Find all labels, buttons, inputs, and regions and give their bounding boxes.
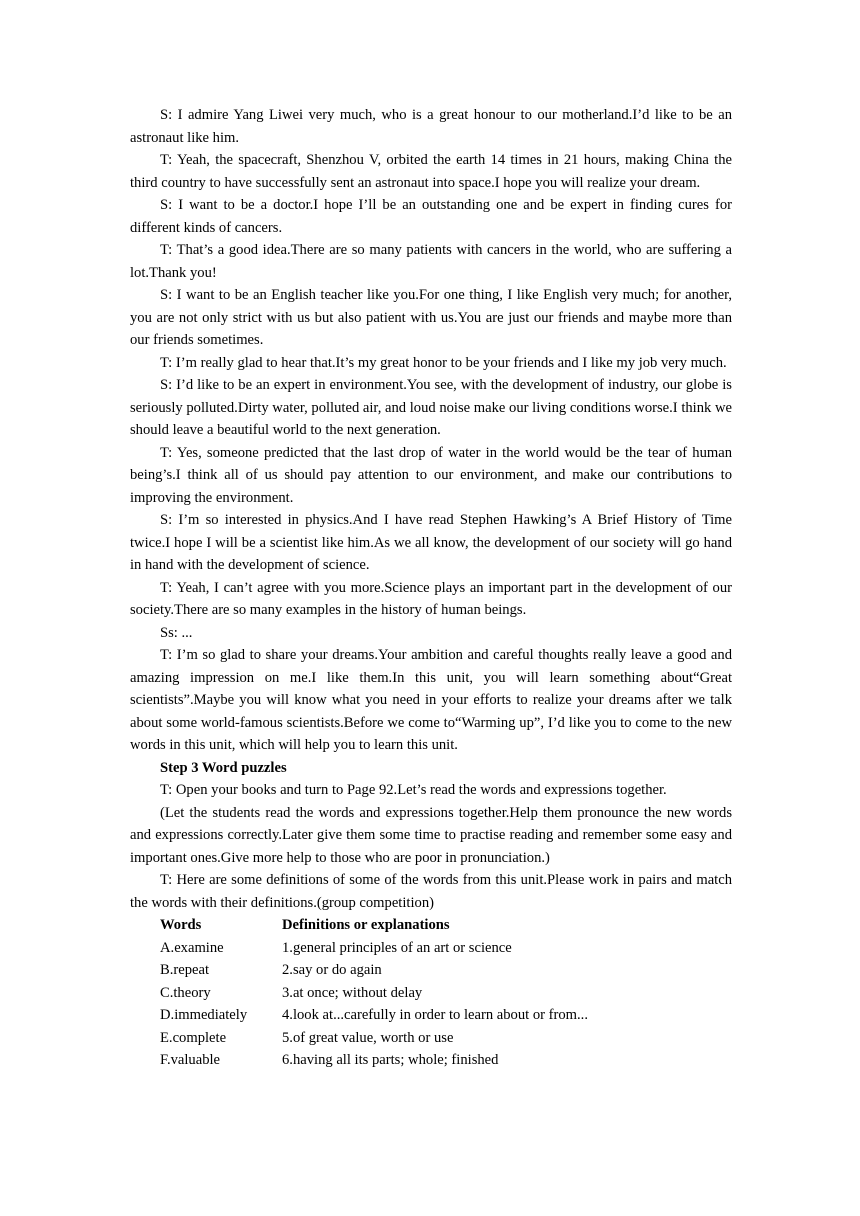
paragraph: S: I want to be a doctor.I hope I’ll be an outstanding one and be expert in finding cures for different kinds of cancers. bbox=[130, 197, 732, 236]
table-row bbox=[160, 1027, 588, 1050]
definition-cell: 5.of great value, worth or use bbox=[282, 1029, 454, 1046]
table-row bbox=[160, 937, 588, 960]
definition-cell: 4.look at...carefully in order to learn about or from... bbox=[282, 1007, 588, 1023]
section-heading: Step 3 Word puzzles bbox=[160, 759, 287, 776]
definition-cell: 3.at once; without delay bbox=[282, 984, 423, 1001]
paragraph: T: Yeah, the spacecraft, Shenzhou V, orbited the earth 14 times in 21 hours, making China the third country to have successfully sent an astronaut into space.I hope you will realize your dream. bbox=[130, 152, 732, 191]
table-header-words: Words bbox=[160, 917, 202, 933]
document-page bbox=[130, 104, 747, 1072]
word-cell: E.complete bbox=[160, 1029, 227, 1046]
paragraph: S: I’d like to be an expert in environment.You see, with the development of industry, our globe is seriously polluted.Dirty water, polluted air, and loud noise make our living conditions worse.I think we should leave a beautiful world to the next generation. bbox=[130, 377, 732, 438]
word-cell: F.valuable bbox=[160, 1052, 221, 1068]
definition-cell: 2.say or do again bbox=[282, 962, 382, 978]
paragraph: (Let the students read the words and expressions together.Help them pronounce the new words and expressions correctly.Later give them some time to practise reading and remember some easy and important ones.Give more help to those who are poor in pronunciation.) bbox=[130, 804, 732, 866]
word-definition-table bbox=[160, 914, 588, 1072]
paragraph: S: I want to be an English teacher like you.For one thing, I like English very much; for another, you are not only strict with us but also patient with us.You are just our friends and maybe more than our friends sometimes. bbox=[130, 287, 732, 348]
paragraph: S: I’m so interested in physics.And I have read Stephen Hawking’s A Brief History of Time twice.I hope I will be a scientist like him.As we all know, the development of our society will go hand in hand with the development of science. bbox=[130, 512, 747, 573]
table-row bbox=[160, 959, 588, 982]
paragraph: T: I’m so glad to share your dreams.Your ambition and careful thoughts really leave a good and amazing impression on me.I like them.In this unit, you will learn something about“Great scientists”.Maybe you will know what you need in your efforts to realize your dreams after we talk about some world-famous scientists.Before we come to“Warming up”, I’d like you to come to the new words in this unit, which will help you to learn this unit. bbox=[130, 647, 732, 753]
word-cell: B.repeat bbox=[160, 962, 210, 978]
table-header-row bbox=[160, 914, 588, 937]
paragraph: T: Open your books and turn to Page 92.Let’s read the words and expressions together. bbox=[160, 782, 667, 798]
paragraph: T: Here are some definitions of some of the words from this unit.Please work in pairs and match the words with their definitions.(group competition) bbox=[130, 872, 732, 911]
paragraph: T: Yeah, I can’t agree with you more.Science plays an important part in the development of our society.There are so many examples in the history of human beings. bbox=[130, 579, 732, 618]
word-cell: A.examine bbox=[160, 939, 224, 956]
definition-cell: 1.general principles of an art or science bbox=[282, 939, 512, 956]
table-row bbox=[160, 1049, 588, 1072]
paragraph: T: I’m really glad to hear that.It’s my great honor to be your friends and I like my job very much. bbox=[160, 354, 727, 371]
word-cell: C.theory bbox=[160, 984, 211, 1001]
paragraph: Ss: ... bbox=[160, 624, 193, 641]
paragraph: S: I admire Yang Liwei very much, who is a great honour to our motherland.I’d like to be an astronaut like him. bbox=[130, 107, 732, 146]
table-header-definitions: Definitions or explanations bbox=[282, 917, 450, 933]
table-row bbox=[160, 982, 588, 1005]
paragraph: T: That’s a good idea.There are so many patients with cancers in the world, who are suffering a lot.Thank you! bbox=[130, 242, 732, 281]
definition-cell: 6.having all its parts; whole; finished bbox=[282, 1052, 499, 1068]
table-row bbox=[160, 1004, 588, 1027]
paragraph: T: Yes, someone predicted that the last drop of water in the world would be the tear of human being’s.I think all of us should pay attention to our environment, and make our contributions to improving the environment. bbox=[130, 444, 732, 506]
word-cell: D.immediately bbox=[160, 1007, 248, 1023]
